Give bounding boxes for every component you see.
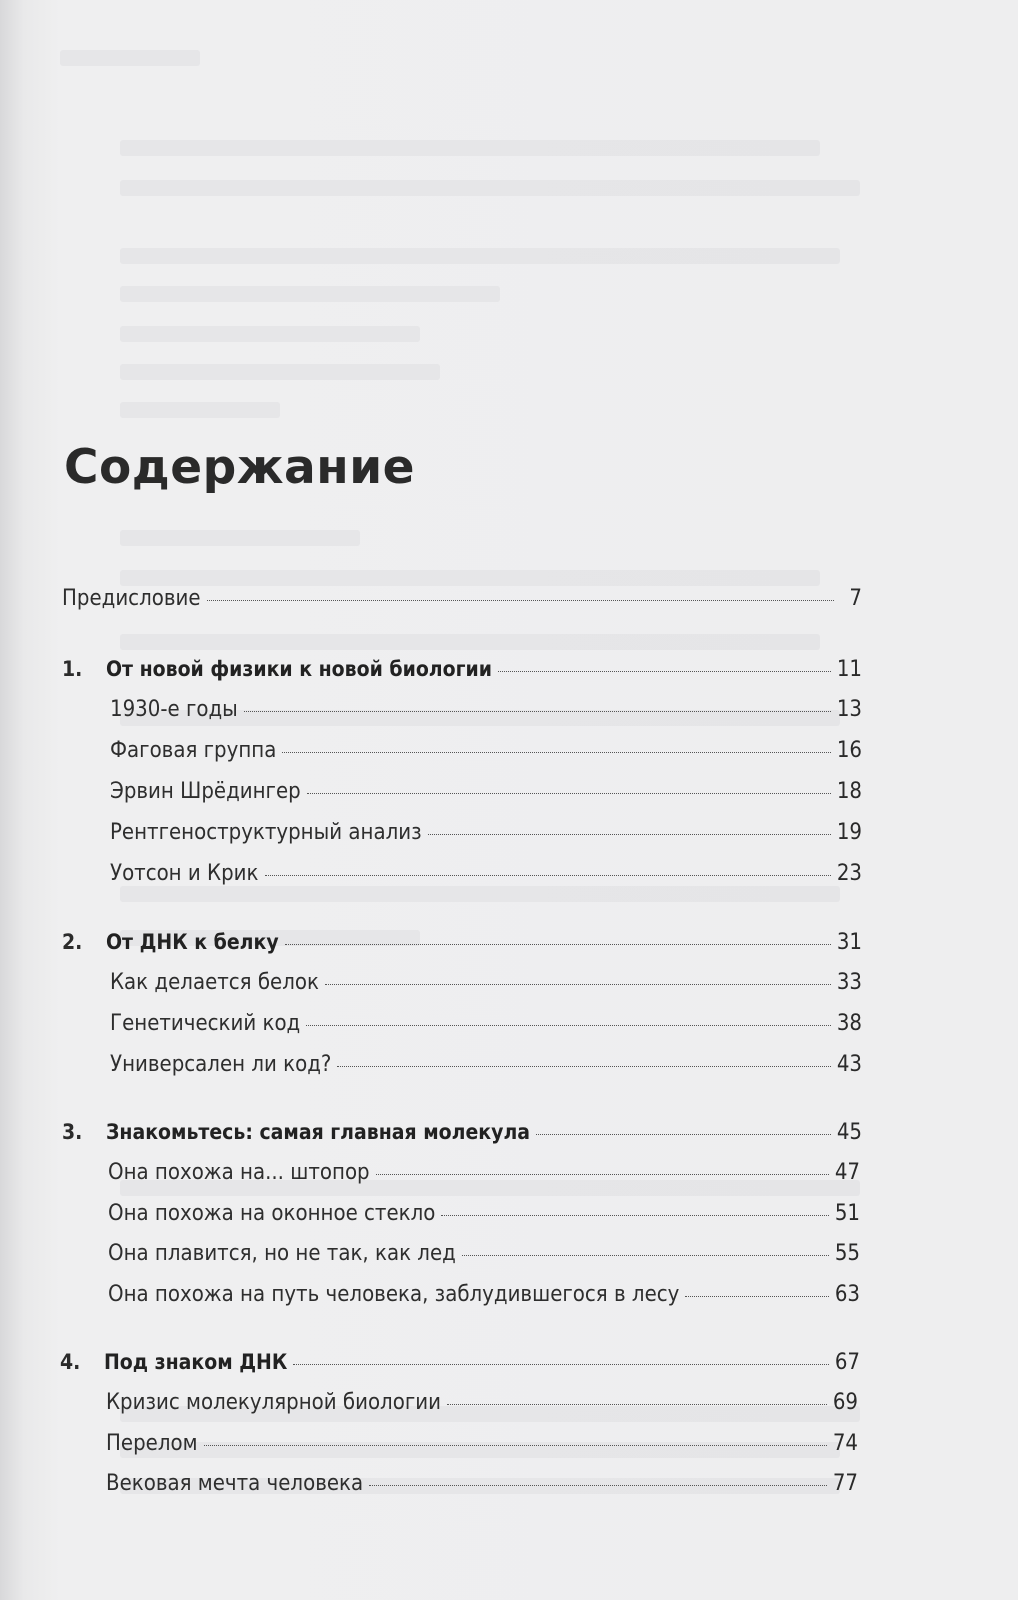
dot-leader bbox=[285, 944, 831, 945]
section-title: Генетический код bbox=[110, 1011, 301, 1036]
dot-leader bbox=[337, 1066, 830, 1067]
toc-section[interactable] bbox=[108, 1201, 860, 1226]
dot-leader bbox=[369, 1485, 827, 1486]
dot-leader bbox=[428, 834, 831, 835]
dot-leader bbox=[204, 1445, 827, 1446]
toc-page-number: 67 bbox=[834, 1350, 860, 1375]
toc-page-number: 77 bbox=[832, 1471, 858, 1496]
chapter-title: Знакомьтесь: самая главная молекула bbox=[106, 1120, 531, 1144]
toc-section[interactable] bbox=[110, 970, 862, 995]
toc-page-number: 23 bbox=[836, 861, 862, 886]
toc-page-number: 55 bbox=[834, 1241, 860, 1266]
section-title: Перелом bbox=[106, 1431, 198, 1456]
toc-page-number: 13 bbox=[836, 697, 862, 722]
section-title: 1930-е годы bbox=[110, 697, 238, 722]
chapter-title: От новой физики к новой биологии bbox=[106, 657, 492, 681]
toc-section[interactable] bbox=[110, 861, 862, 886]
section-title: Эрвин Шрёдингер bbox=[110, 779, 301, 804]
chapter-title: От ДНК к белку bbox=[106, 930, 279, 954]
toc-page-number: 63 bbox=[834, 1282, 860, 1307]
toc-section[interactable] bbox=[106, 1390, 858, 1415]
section-title: Уотсон и Крик bbox=[110, 861, 259, 886]
toc-section[interactable] bbox=[110, 697, 862, 722]
dot-leader bbox=[447, 1404, 827, 1405]
toc-section[interactable] bbox=[110, 820, 862, 845]
section-title: Она похожа на... штопор bbox=[108, 1160, 370, 1185]
dot-leader bbox=[685, 1296, 828, 1297]
dot-leader bbox=[462, 1255, 829, 1256]
toc-page-number: 19 bbox=[836, 820, 862, 845]
dot-leader bbox=[306, 1025, 831, 1026]
dot-leader bbox=[536, 1134, 831, 1135]
toc-page-number: 43 bbox=[836, 1052, 862, 1077]
toc-chapter-4[interactable] bbox=[60, 1350, 860, 1375]
section-title: Она плавится, но не так, как лед bbox=[108, 1241, 456, 1266]
dot-leader bbox=[207, 600, 834, 601]
toc-page-number: 11 bbox=[836, 657, 862, 682]
toc-page-number: 69 bbox=[832, 1390, 858, 1415]
dot-leader bbox=[376, 1174, 829, 1175]
dot-leader bbox=[265, 875, 831, 876]
toc-section[interactable] bbox=[110, 738, 862, 763]
toc-page-number: 47 bbox=[834, 1160, 860, 1185]
section-title: Вековая мечта человека bbox=[106, 1471, 364, 1496]
toc-page-number: 51 bbox=[834, 1201, 860, 1226]
toc-page-number: 18 bbox=[836, 779, 862, 804]
toc-section[interactable] bbox=[106, 1431, 858, 1456]
section-title: Она похожа на оконное стекло bbox=[108, 1201, 436, 1226]
toc-page-number: 7 bbox=[849, 586, 862, 611]
toc-chapter-2[interactable] bbox=[62, 930, 862, 955]
dot-leader bbox=[293, 1364, 829, 1365]
toc-page-number: 31 bbox=[836, 930, 862, 955]
page-title: Содержание bbox=[64, 440, 416, 495]
toc-section[interactable] bbox=[110, 1011, 862, 1036]
toc-page-number: 16 bbox=[836, 738, 862, 763]
toc-chapter-1[interactable] bbox=[62, 657, 862, 682]
toc-page-number: 33 bbox=[836, 970, 862, 995]
section-title: Универсален ли код? bbox=[110, 1052, 332, 1077]
toc-section[interactable] bbox=[106, 1471, 858, 1496]
chapter-number: 2. bbox=[62, 930, 83, 954]
toc-page-number: 45 bbox=[836, 1120, 862, 1145]
section-title: Кризис молекулярной биологии bbox=[106, 1390, 441, 1415]
toc-page-number: 74 bbox=[832, 1431, 858, 1456]
toc-chapter-3[interactable] bbox=[62, 1120, 862, 1145]
dot-leader bbox=[307, 793, 831, 794]
section-title: Как делается белок bbox=[110, 970, 319, 995]
toc-entry-label: Предисловие bbox=[62, 586, 201, 611]
toc-page-number: 38 bbox=[836, 1011, 862, 1036]
toc-section[interactable] bbox=[108, 1241, 860, 1266]
chapter-title: Под знаком ДНК bbox=[104, 1350, 288, 1374]
dot-leader bbox=[498, 671, 831, 672]
section-title: Рентгеноструктурный анализ bbox=[110, 820, 422, 845]
section-title: Фаговая группа bbox=[110, 738, 277, 763]
dot-leader bbox=[244, 711, 831, 712]
toc-entry-preface[interactable] bbox=[62, 586, 862, 611]
toc-section[interactable] bbox=[110, 1052, 862, 1077]
dot-leader bbox=[325, 984, 831, 985]
toc-section[interactable] bbox=[108, 1282, 860, 1307]
toc-section[interactable] bbox=[110, 779, 862, 804]
dot-leader bbox=[282, 752, 830, 753]
chapter-number: 3. bbox=[62, 1120, 83, 1144]
dot-leader bbox=[441, 1215, 828, 1216]
section-title: Она похожа на путь человека, заблудившегося в лесу bbox=[108, 1282, 680, 1307]
chapter-number: 1. bbox=[62, 657, 83, 681]
chapter-number: 4. bbox=[60, 1350, 81, 1374]
toc-section[interactable] bbox=[108, 1160, 860, 1185]
